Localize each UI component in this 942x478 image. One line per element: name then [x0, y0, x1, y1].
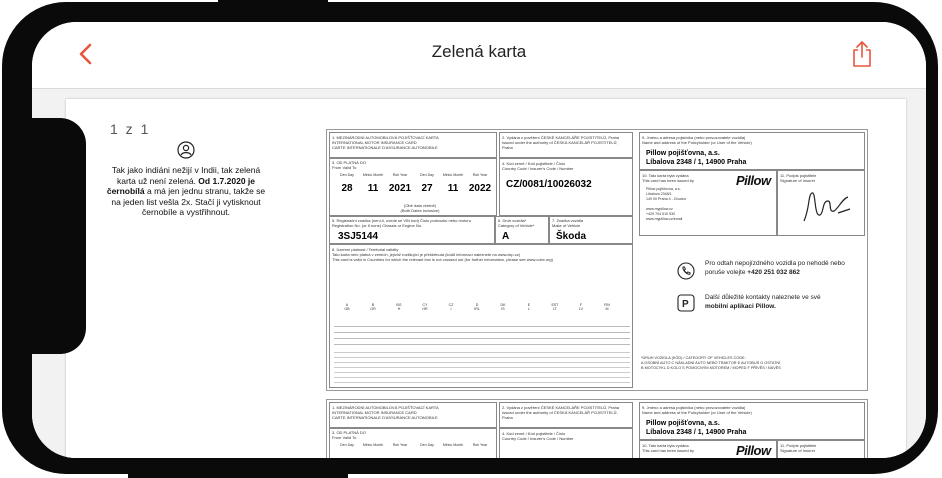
- field-2-issuer: 2. Vydána z pověření ČESKÉ KANCELÁŘE POJISTITELŮ, Praha Issued under the authority of ČESKÁ KANCELÁŘ POJISTITELŮ, Praha: [499, 132, 633, 158]
- category-legend: *DRUH VOZIDLA (KÓD) / CATEGORY OF VEHICLES CODE: A OSOBNÍ AUTO C NÁKLADNÍ AUTO NEBO TRAKTOR E AUTOBUS G OSTATNÍ B MOTOCYKL D KOLO S POMOCNÝM MOTOREM / MOPED F PŘÍVĚS / NÁVĚS: [641, 356, 781, 370]
- field-5-registration: 5. Registrační značka (není-li, uvede se VIN kód) Číslo podvozku nebo motoru Registration No. (or if none) Chassis or Engine No. 3SJ5144: [329, 216, 495, 244]
- field-10-issued-by: 10. Tato karta byla vydána This card has been issued by Pillow Pillow pojišťovna, a.s. Líbalova 2348/1 149 00 Praha 4 - Chodov www.mypillow.cz +420 704 510 530 www.mypillow.cz/email: [639, 170, 777, 236]
- field-6-category: 6. Druh vozidla* Category of Vehicle* A: [495, 216, 549, 244]
- pdf-viewer[interactable]: [32, 89, 926, 458]
- app-contacts-text: Další důležité kontakty naleznete ve své mobilní aplikaci Pillow.: [705, 294, 821, 310]
- towing-text: Pro odtah nepojízdného vozidla po nehodě nebo poruše volejte +420 251 032 862: [705, 260, 845, 276]
- field-1-title: 1. MEZINÁRODNÍ AUTOMOBILOVÁ POJIŠŤOVACÍ KARTA INTERNATIONAL MOTOR INSURANCE CARD CARTE INTERNATIONALE D'ASSURANCE AUTOMOBILE: [329, 132, 497, 158]
- insurance-code: CZ/0081/10026032: [506, 179, 592, 190]
- field-3-validity: 3. OD PLATNÁ DO From Valid To Den Day Měsíc Month Rok Year Den Day Měsíc Month Rok Year 28 11 2021 27 11 2022 (Obě data včetně) (Both Dates inclusive): [329, 158, 497, 216]
- green-card-document-copy: 1. MEZINÁRODNÍ AUTOMOBILOVÁ POJIŠŤOVACÍ KARTA INTERNATIONAL MOTOR INSURANCE CARD CARTE INTERNATIONALE D'ASSURANCE AUTOMOBILE 2. Vydána z pověření ČESKÉ KANCELÁŘE POJISTITELŮ, Praha Issued under the authority of ČESKÁ KANCELÁŘ POJISTITELŮ, Praha 3. OD PLATNÁ DO From Valid To Den Day Měsíc Month Rok Year Den Day Měsíc Month Rok Year 4. Kód země / Kód pojistitele / Číslo Country Code / Insurer's Code / Number 9. Jméno a adresa pojistníka (nebo provozovatele vozidla) Name and address of the Policyholder (or User of the Vehicle) Pillow pojišťovna, a.s. Líbalova 2348 / 1, 14900 Praha 10. Tato karta byla vydána This card has been issued by Pillow 11. Podpis pojistitele Signature of Insurer: [326, 399, 868, 458]
- page-title: Zelená karta: [431, 42, 527, 61]
- device-frame: [2, 2, 938, 474]
- note-text-bold: Od 1.7.2020 je černobílá: [106, 175, 255, 196]
- person-icon: [177, 141, 195, 159]
- pillow-logo: Pillow: [736, 173, 771, 188]
- from-year: 2021: [388, 183, 412, 194]
- to-year: 2022: [468, 183, 492, 194]
- to-month: 11: [447, 183, 459, 194]
- policyholder-name: Pillow pojišťovna, a.s.: [646, 150, 720, 157]
- field-11-signature: 11. Podpis pojistitele Signature of Insurer: [777, 170, 865, 236]
- note-text-1: Tak jako indiáni nežijí v Indii, tak zelená karta už není zelená.: [111, 165, 261, 186]
- navigation-bar: [32, 22, 926, 89]
- from-month: 11: [367, 183, 379, 194]
- field-8-territory: 8. Územní platnost / Territorial validity Tato karta není platná v zemích, jejichž rozlišující je přeškrtnuta (kódů informací naleznete na www.ckp.cz) This card is valid in Countries for which the relevant box is not crossed out (for further information, please see www.cobx.org) A B BG CY CZ D DK E EST F FIN GB GR H HR I IRL IS L LT LV M: [329, 244, 633, 388]
- page-indicator: 1 z 1: [110, 121, 151, 137]
- svg-text:P: P: [682, 299, 689, 310]
- policyholder-address: Líbalova 2348 / 1, 14900 Praha: [646, 159, 747, 166]
- field-9-policyholder: 9. Jméno a adresa pojistníka (nebo provozovatele vozidla) Name and address of the Policyholder (or User of the Vehicle) Pillow pojišťovna, a.s. Líbalova 2348 / 1, 14900 Praha: [639, 132, 865, 170]
- registration-number: 3SJ5144: [338, 231, 379, 242]
- share-icon[interactable]: [850, 40, 874, 68]
- field-7-make: 7. Značka vozidla Make of Vehicle Škoda: [549, 216, 633, 244]
- cut-out-note: [106, 141, 266, 218]
- pillow-app-icon: [677, 294, 695, 312]
- to-day: 27: [421, 183, 433, 194]
- device-notch: [32, 118, 86, 354]
- green-card-document: [326, 129, 868, 391]
- phone-icon: [677, 262, 695, 280]
- vehicle-make: Škoda: [556, 231, 587, 242]
- screen: [32, 22, 926, 458]
- field-4-code: 4. Kód země / Kód pojistitele / Číslo Country Code / Insurer's Code / Number CZ/0081/10026032: [499, 158, 633, 216]
- from-day: 28: [341, 183, 353, 194]
- note-text-2: a má jen jednu stranu, takže se na jeden list vešla 2x. Stačí ji vytisknout černobíle a vystřihnout.: [111, 186, 266, 217]
- country-codes: A B BG CY CZ D DK E EST F FIN GB GR H HR I IRL IS L LT LV M: [344, 303, 610, 311]
- vehicle-category: A: [502, 231, 510, 242]
- towing-phone: +420 251 032 862: [747, 268, 800, 276]
- signature-image: [798, 187, 854, 227]
- pdf-page: [66, 99, 906, 458]
